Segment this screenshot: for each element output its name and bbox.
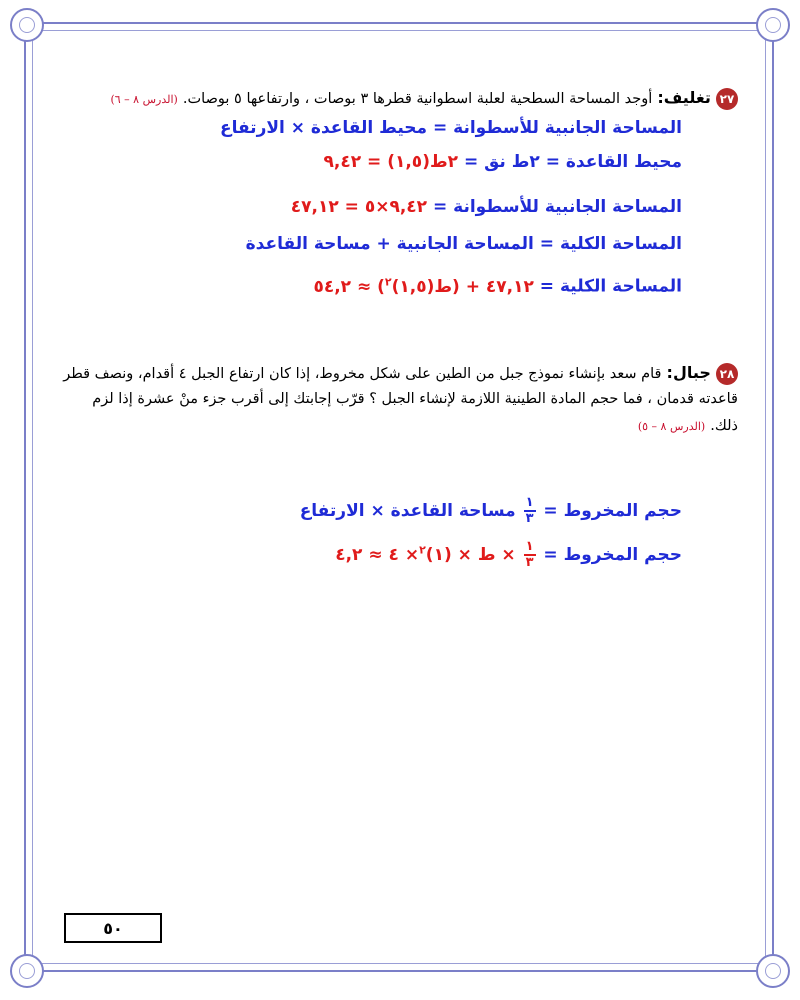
fraction-numerator: ١	[525, 539, 534, 554]
equation-value: ٢ط(١,٥) = ٩,٤٢	[323, 152, 459, 172]
problem-27	[48, 86, 738, 112]
frame-corner-ornament	[756, 8, 790, 42]
equation-label: حجم المخروط =	[543, 501, 682, 521]
problem-number-badge: ٢٧	[716, 88, 738, 110]
fraction-denominator: ٣	[525, 511, 534, 526]
problem-text: ذلك.	[710, 418, 738, 434]
problem-number-badge: ٢٨	[716, 363, 738, 385]
problem-text-line: قاعدته قدمان ، فما حجم المادة الطينية اللازمة لإنشاء الجبل ؟ قرّب إجابتك إلى أقرب جزء منْ عشرة إذا لزم	[92, 391, 738, 407]
exponent: ٢	[419, 543, 426, 557]
equation-value-part: ٤٧,١٢ + (ط(١,٥)	[391, 276, 534, 297]
problem-28	[48, 360, 738, 439]
solution-28-line-1	[300, 496, 682, 526]
fraction-numerator: ١	[525, 495, 534, 510]
fraction-one-third	[524, 496, 536, 526]
equation-value: ٩,٤٢×٥ = ٤٧,١٢	[290, 197, 428, 217]
equation-label: محيط القاعدة = ٢ط نق =	[463, 152, 682, 172]
equation-rest: مساحة القاعدة × الارتفاع	[299, 501, 516, 521]
solution-27-line-1: المساحة الجانبية للأسطوانة = محيط القاعدة × الارتفاع	[219, 118, 682, 138]
lesson-reference: (الدرس ٨ – ٥)	[637, 420, 706, 433]
frame-corner-ornament	[756, 954, 790, 988]
frame-corner-ornament	[10, 8, 44, 42]
problem-text: أوجد المساحة السطحية لعلبة اسطوانية قطرها ٣ بوصات ، وارتفاعها ٥ بوصات.	[182, 91, 653, 107]
solution-27-line-3	[291, 197, 682, 217]
lesson-reference: (الدرس ٨ – ٦)	[110, 93, 178, 106]
fraction-denominator: ٣	[525, 555, 534, 570]
page-number: ٥٠	[103, 918, 123, 938]
equation-value-end: × ٤ ≈ ٤,٢	[335, 545, 420, 565]
exponent: ٢	[384, 275, 392, 288]
equation-label: حجم المخروط =	[543, 545, 682, 565]
equation-value-part: × ط × (١)	[425, 545, 516, 565]
problem-title: جبال:	[666, 363, 711, 382]
equation-value-end: ) ≈ ٥٤,٢	[313, 276, 385, 297]
solution-27-line-5	[313, 275, 682, 297]
problem-text: قام سعد بإنشاء نموذج جبل من الطين على شكل مخروط، إذا كان ارتفاع الجبل ٤ أقدام، ونصف قطر	[63, 366, 662, 382]
equation-value	[313, 277, 533, 297]
frame-corner-ornament	[10, 954, 44, 988]
problem-text-line	[48, 360, 738, 387]
solution-27-line-2	[324, 152, 682, 172]
equation-label: المساحة الكلية =	[539, 276, 682, 297]
equation-value	[335, 545, 515, 565]
equation-label: المساحة الجانبية للأسطوانة =	[432, 197, 682, 217]
fraction-one-third	[524, 540, 536, 570]
solution-28-line-2	[335, 540, 682, 570]
problem-title: تغليف:	[657, 88, 711, 107]
page-number-box	[64, 913, 162, 943]
problem-text-line	[48, 412, 738, 439]
solution-27-line-4: المساحة الكلية = المساحة الجانبية + مساحة القاعدة	[245, 234, 682, 254]
